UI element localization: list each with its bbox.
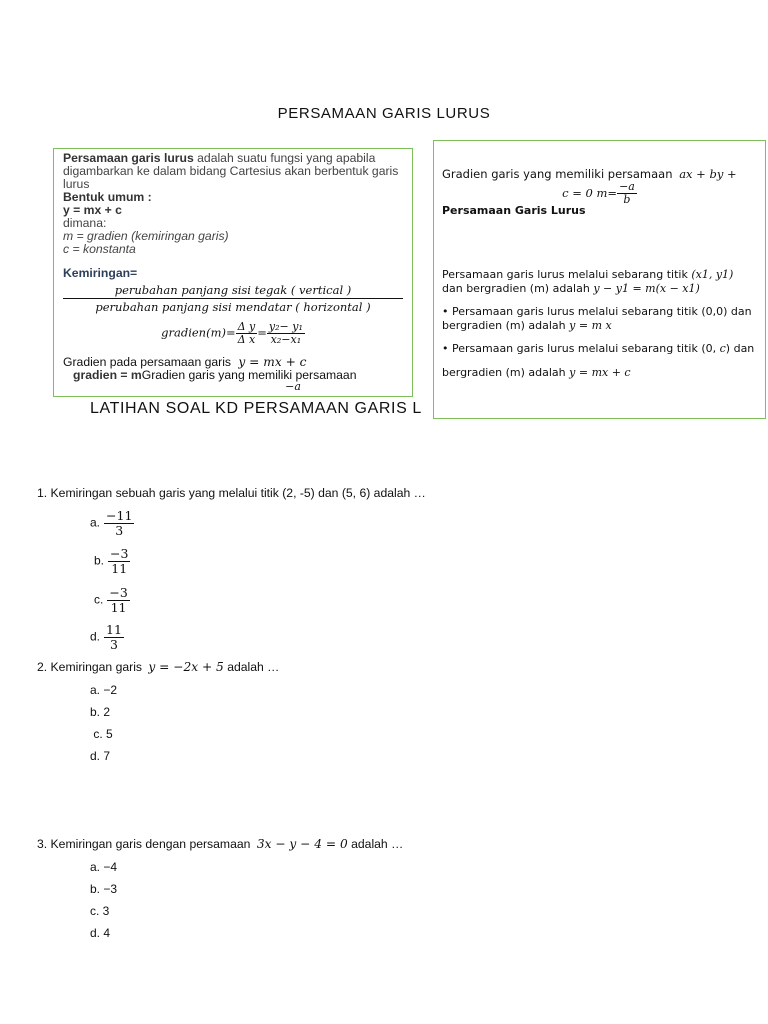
kemiringan-numerator: perubahan panjang sisi tegak ( vertical ) [63,282,403,299]
option-denominator: 3 [115,523,124,538]
bentuk-umum-block [63,191,403,256]
p2-text-b: bergradien (m) adalah [442,319,566,332]
gradien-result-line [442,181,757,206]
option-numerator: 11 [106,622,122,637]
option-denominator: 11 [111,561,128,576]
p2-equation: y = m x [569,319,612,332]
q3-option-d[interactable]: d. 4 [90,926,111,940]
gradien-general-line [442,167,757,181]
gradien-result-fraction [617,181,637,206]
q1-option-a[interactable] [90,509,134,538]
q3-option-b[interactable]: b. −3 [90,882,118,896]
q1-option-c[interactable] [94,586,130,615]
gradien-text: Gradien pada persamaan garis [63,355,232,369]
p3-second-line [442,366,757,380]
gradien-general-math: ax + by + [679,167,737,181]
question-math: 3x − y − 4 = 0 [256,837,348,851]
p3-text-b: bergradien (m) adalah [442,366,566,379]
gradien-result-math: c = 0 m= [562,186,618,200]
gradien-lhs: gradien(m)= [161,325,236,340]
points-fraction [267,321,305,346]
page-title: PERSAMAAN GARIS LURUS [277,105,491,122]
delta-x: Δ x [237,333,256,346]
concept-box-left [53,148,413,397]
option-label: d. [90,629,101,644]
q3-option-a[interactable]: a. −4 [90,860,118,874]
question-3 [37,837,403,851]
c-definition: c = konstanta [63,242,136,256]
p1-text-a: Persamaan garis lurus melalui sebarang titik [442,268,688,281]
option-numerator: −3 [109,585,128,600]
question-text-b: adalah … [227,660,280,674]
y-difference: y₂− y₁ [268,320,303,333]
q2-option-c[interactable]: c. 5 [90,727,113,741]
frac-denominator: b [623,193,631,206]
p3-equation: y = mx + c [569,366,631,379]
cut-fraction-num: −a [285,380,301,393]
m-definition: m = gradien (kemiringan garis) [63,229,229,243]
x-difference: x₂−x₁ [270,333,302,346]
intro-bold: Persamaan garis lurus [63,151,194,165]
gradien-m-line [63,369,403,382]
gradien-general-text: Gradien garis yang memiliki persamaan [442,167,673,181]
kemiringan-label: Kemiringan= [63,266,138,280]
option-label: b. [94,553,105,568]
option-label: a. [90,515,101,530]
question-math: y = −2x + 5 [148,660,224,674]
gradien-cut-text: Gradien garis yang memiliki persamaan [141,368,357,382]
option-numerator: −3 [110,546,129,561]
q2-option-a[interactable]: a. −2 [90,683,118,697]
question-text-a: 2. Kemiringan garis [37,660,142,674]
kemiringan-fraction [63,282,403,315]
p1-equation: y − y1 = m(x − x1) [593,282,700,295]
option-denominator: 3 [109,637,118,652]
origin-paragraph [442,305,757,333]
intro-paragraph [63,152,403,191]
delta-y: Δ y [237,320,256,333]
gradien-formula: y = mx + c [238,355,307,369]
right-heading: Persamaan Garis Lurus [442,204,586,217]
intercept-paragraph [442,342,757,380]
question-2 [37,660,279,674]
q1-option-b[interactable] [94,547,130,576]
bentuk-umum-label: Bentuk umum : [63,190,152,204]
kemiringan-block [63,267,403,280]
question-1: 1. Kemiringan sebuah garis yang melalui titik (2, -5) dan (5, 6) adalah … [37,486,426,500]
p2-text-a: • Persamaan garis lurus melalui sebarang titik (0,0) dan [442,305,752,318]
delta-fraction [236,321,258,346]
q3-option-c[interactable]: c. 3 [90,904,110,918]
p3-text-a: • Persamaan garis lurus melalui sebarang titik (0, [442,342,717,355]
concept-box-right [433,140,766,419]
question-text-b: adalah … [351,837,404,851]
option-numerator: −11 [106,508,133,523]
option-fraction [108,547,130,576]
exercise-title: LATIHAN SOAL KD PERSAMAAN GARIS L [90,400,422,417]
option-fraction [104,509,134,538]
frac-numerator: −a [619,180,635,193]
p3-end: ) dan [725,342,755,355]
q2-option-b[interactable]: b. 2 [90,705,111,719]
gradien-equation: gradien(m)= $\frac{\text{Δ y}}{\text{Δ x}}$ = $\frac{\text{y₂− y₁}}{\text{x₂−x₁}}$ [161,320,303,346]
option-fraction [104,623,124,652]
q2-option-d[interactable]: d. 7 [90,749,111,763]
general-formula: y = mx + c [63,203,122,217]
option-denominator: 11 [110,600,127,615]
point-gradient-paragraph [442,268,757,296]
question-text-a: 3. Kemiringan garis dengan persamaan [37,837,251,851]
p1-point: (x1, y1) [691,268,734,281]
p3-c: c [719,342,726,355]
kemiringan-denominator: perubahan panjang sisi mendatar ( horizontal ) [95,300,371,314]
dimana-label: dimana: [63,216,107,230]
option-label: c. [94,592,104,607]
intro-rest: adalah suatu fungsi yang apabila digambarkan ke dalam bidang Cartesius akan berbentuk garis lurus [63,151,399,191]
q1-option-d[interactable] [90,623,124,652]
option-fraction [107,586,129,615]
p1-text-b: dan bergradien (m) adalah [442,282,590,295]
gradien-m: gradien = m [73,368,142,382]
